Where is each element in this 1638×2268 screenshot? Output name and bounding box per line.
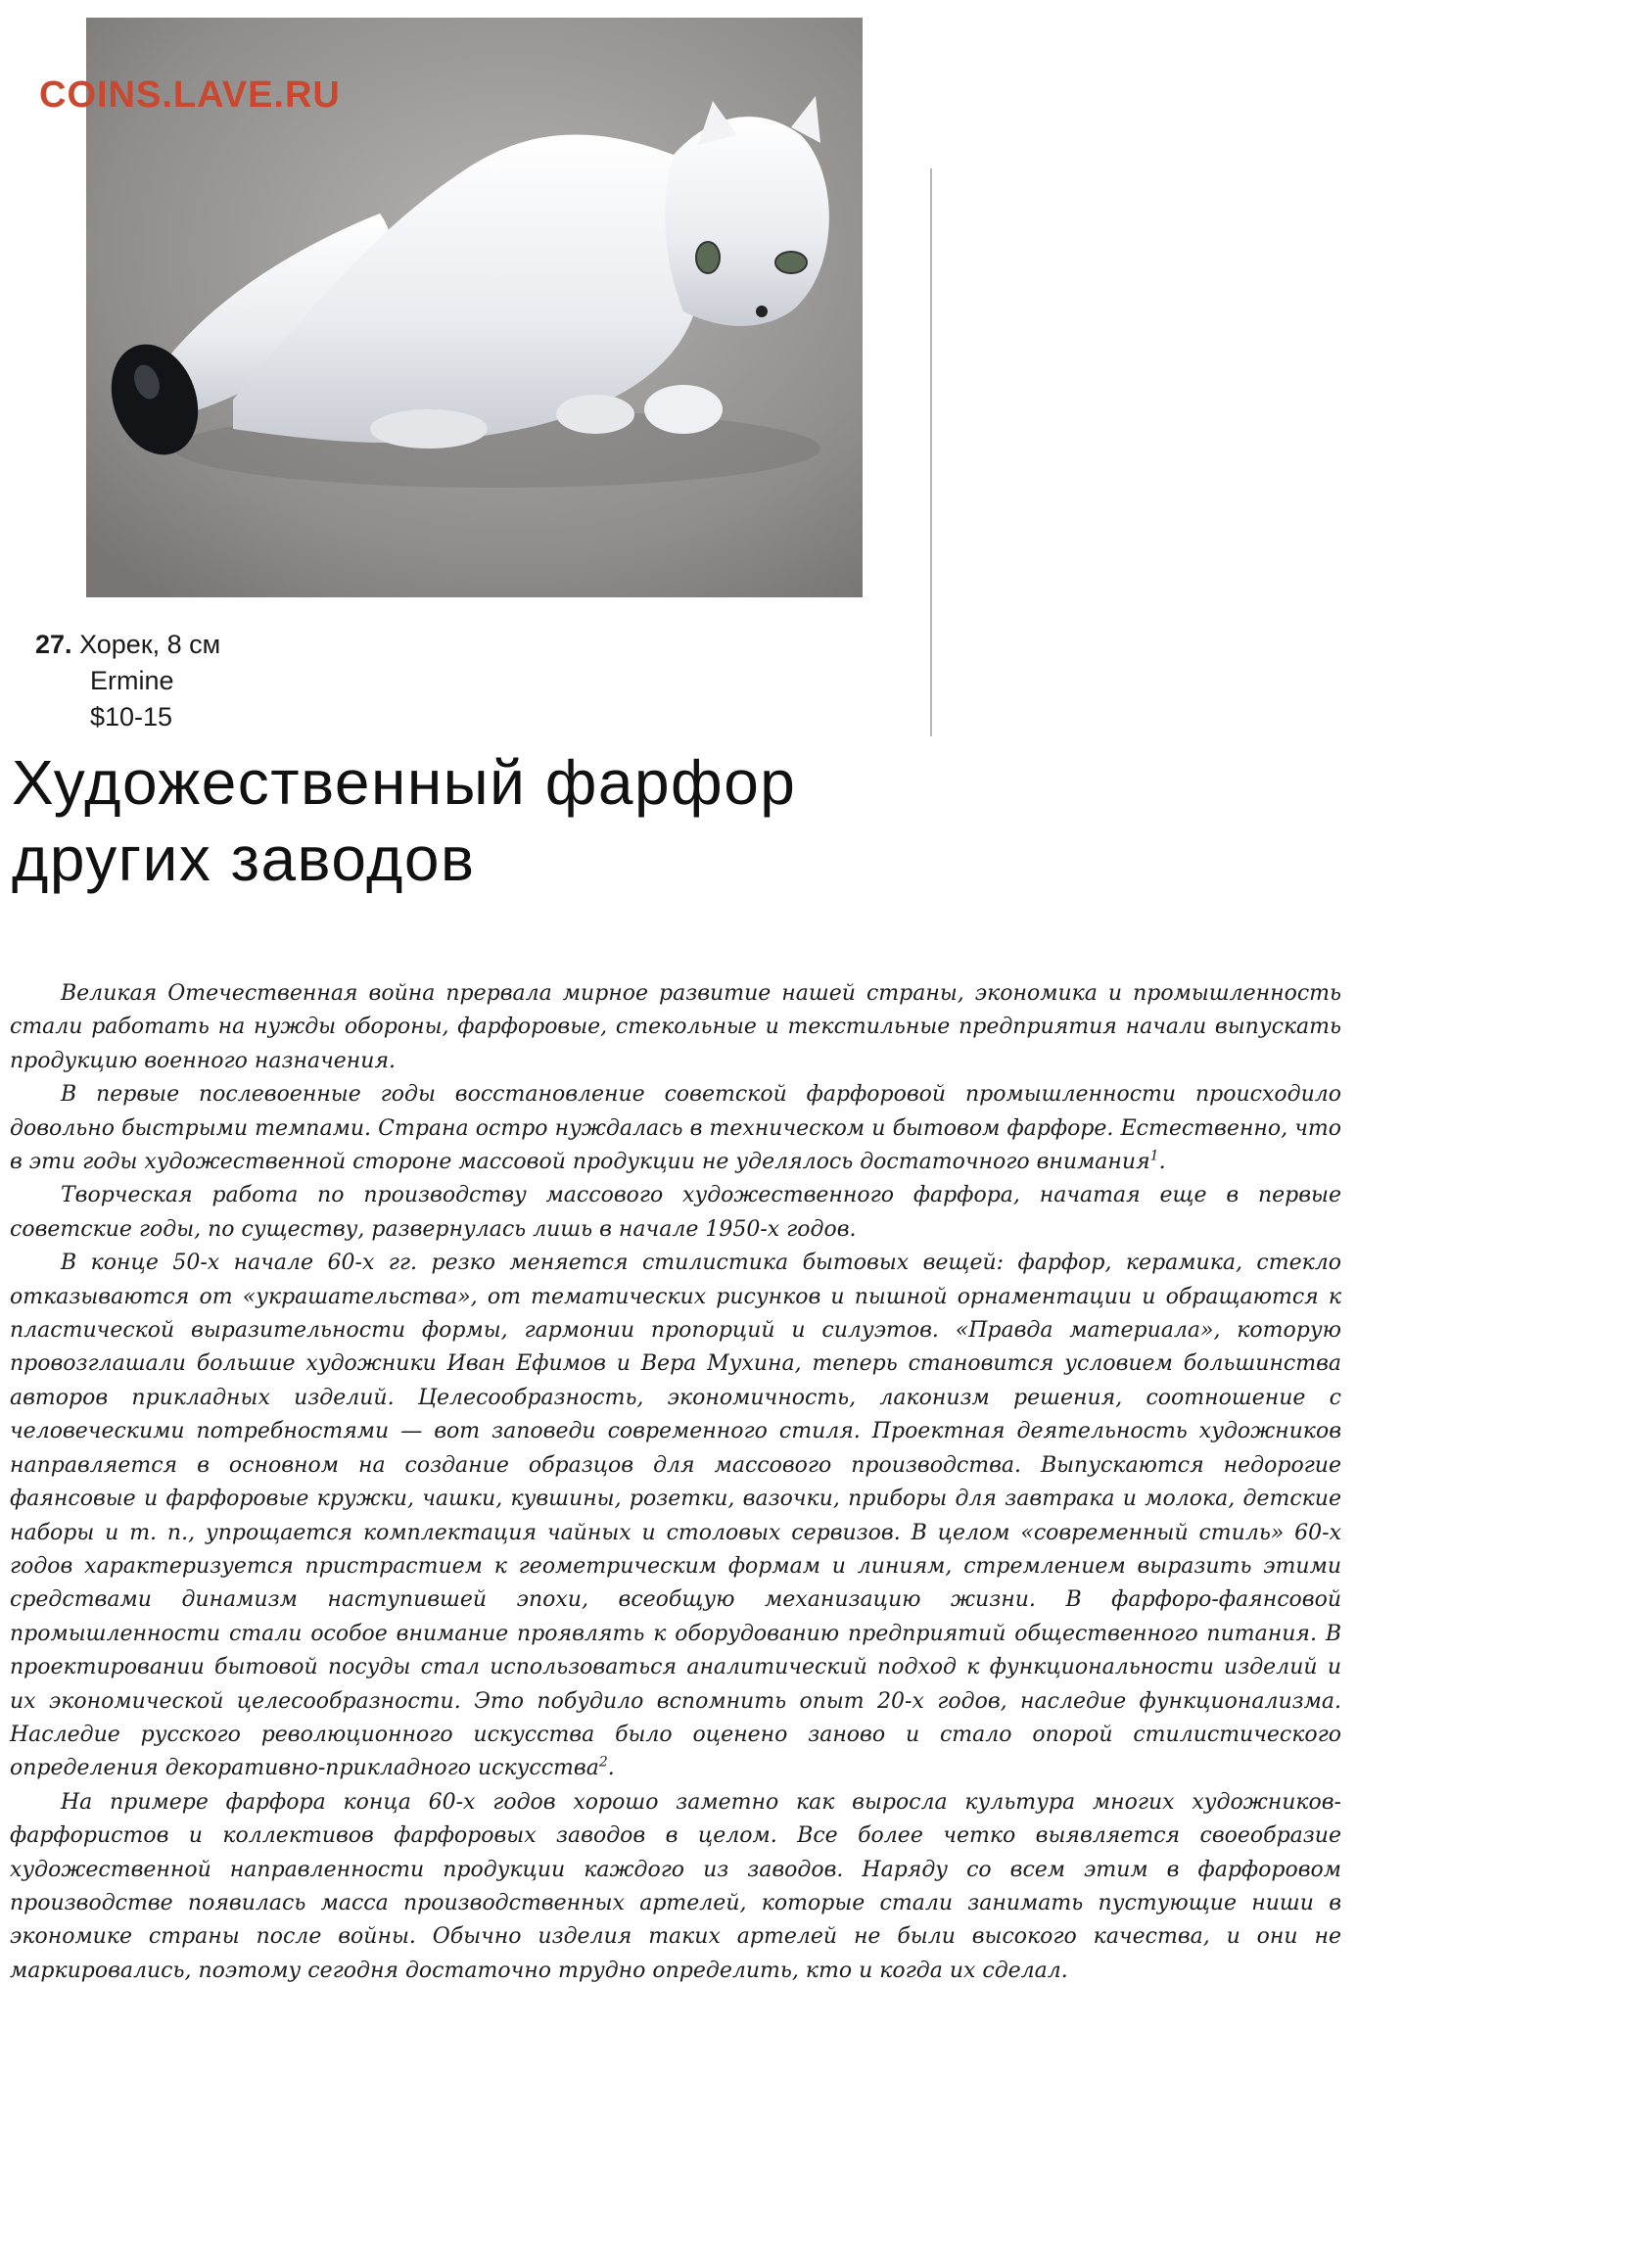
- heading-line-1: Художественный фарфор: [12, 747, 797, 818]
- figure-price: $10-15: [90, 702, 173, 732]
- paragraph: Творческая работа по производству массового художественного фарфора, начатая еще в первые советские годы, по существу, развернулась лишь в начале 1950-х годов.: [10, 1183, 1341, 1242]
- watermark: COINS.LAVE.RU: [39, 74, 341, 116]
- article-body: [10, 977, 1341, 1988]
- figure-number: 27.: [35, 630, 72, 659]
- caption-line-title: [35, 627, 220, 663]
- column-divider: [930, 168, 932, 736]
- paragraph: Великая Отечественная война прервала мирное развитие нашей страны, экономика и промышленность стали работать на нужды обороны, фарфоровые, стекольные и текстильные предприятия начали выпускать продукцию военного назначения.: [10, 981, 1341, 1073]
- paragraph: На примере фарфора конца 60-х годов хорошо заметно как выросла культура многих художников-фарфористов и коллективов фарфоровых заводов в целом. Все более четко выявляется своеобразие художественной направленности продукции каждого из заводов. Наряду со всем этим в фарфоровом производстве появилась масса производственных артелей, которые стали занимать пустующие ниши в экономике страны после войны. Обычно изделия таких артелей не были высокого качества, и они не маркировались, поэтому сегодня достаточно трудно определить, кто и когда их сделал.: [10, 1789, 1341, 1983]
- figure-caption: [35, 627, 220, 735]
- footnote-marker: 2: [598, 1755, 608, 1772]
- paragraph: В первые послевоенные годы восстановление советской фарфоровой промышленности происходило довольно быстрыми темпами. Страна остро нуждалась в техническом и бытовом фарфоре. Естественно, что в эти годы художественной стороне массовой продукции не уделялось достаточного внимания$^1$.: [10, 1082, 1341, 1175]
- heading-line-2: других заводов: [12, 824, 476, 894]
- section-heading: [12, 744, 796, 897]
- figure-title-en: Ermine: [90, 666, 174, 695]
- footnote-marker: 1: [1149, 1148, 1159, 1164]
- paragraph: В конце 50-х начале 60-х гг. резко меняется стилистика бытовых вещей: фарфор, керамика, стекло отказываются от «украшательства», от тематических рисунков и пышной орнаментации и обращаются к пластической выразительности формы, гармонии пропорций и силуэтов. «Правда материала», которую провозглашали большие художники Иван Ефимов и Вера Мухина, теперь становится условием большинства авторов прикладных изделий. Целесообразность, экономичность, лаконизм решения, соотношение с человеческими потребностями — вот заповеди современного стиля. Проектная деятельность художников направляется в основном на создание образцов для массового производства. Выпускаются недорогие фаянсовые и фарфоровые кружки, чашки, кувшины, розетки, вазочки, приборы для завтрака и молока, детские наборы и т. п., упрощается комплектация чайных и столовых сервизов. В целом «современный стиль» 60-х годов характеризуется пристрастием к геометрическим формам и линиям, стремлением выразить этими средствами динамизм наступившей эпохи, всеобщую механизацию жизни. В фарфоро-фаянсовой промышленности стали особое внимание проявлять к оборудованию предприятий общественного питания. В проектировании бытовой посуды стал использоваться аналитический подход к функциональности изделий и их экономической целесообразности. Это побудило вспомнить опыт 20-х годов, наследие функционализма. Наследие русского революционного искусства было оценено заново и стало опорой стилистического определения декоративно-прикладного искусства$^2$.: [10, 1251, 1341, 1781]
- figure-title-ru: Хорек, 8 см: [79, 630, 221, 659]
